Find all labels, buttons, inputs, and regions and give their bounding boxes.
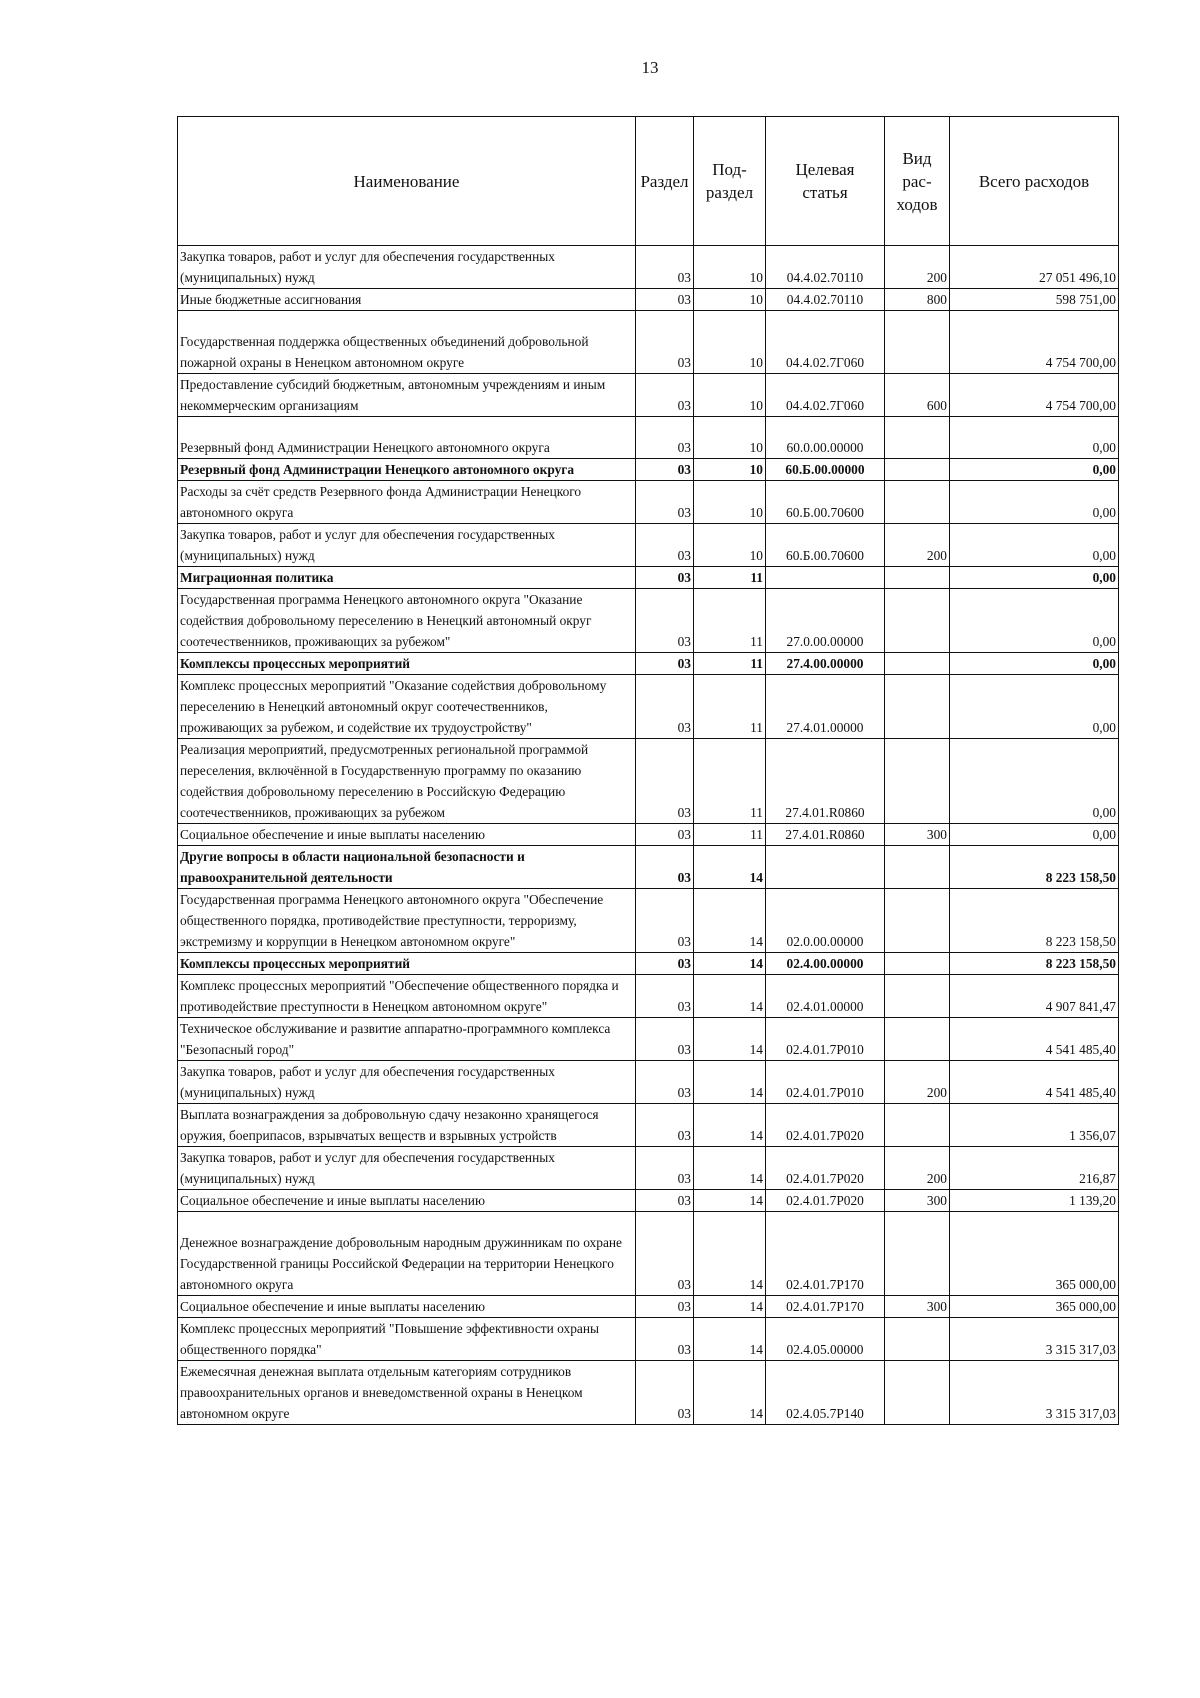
cell-target: 02.4.01.7Р020: [766, 1104, 885, 1147]
cell-section: 03: [636, 459, 694, 481]
cell-target: 02.0.00.00000: [766, 889, 885, 953]
cell-total: 0,00: [950, 675, 1119, 739]
cell-section: 03: [636, 846, 694, 889]
cell-name: Реализация мероприятий, предусмотренных региональной программой переселения, включённой в Государственную программу по оказанию содействия добровольному переселению в Российскую Федерацию соотечественников, проживающих за рубежом: [178, 739, 636, 824]
cell-total: 0,00: [950, 739, 1119, 824]
cell-name: Резервный фонд Администрации Ненецкого автономного округа: [178, 417, 636, 459]
page-number: 13: [641, 58, 659, 77]
header-total: Всего расходов: [950, 117, 1119, 246]
cell-total: 4 541 485,40: [950, 1061, 1119, 1104]
cell-section: 03: [636, 1061, 694, 1104]
cell-name: Ежемесячная денежная выплата отдельным категориям сотрудников правоохранительных органов и вневедомственной охраны в Ненецком автономном округе: [178, 1361, 636, 1425]
cell-target: 02.4.01.7Р020: [766, 1190, 885, 1212]
cell-section: 03: [636, 1147, 694, 1190]
table-row: [178, 589, 1119, 653]
cell-type: 200: [885, 1061, 950, 1104]
cell-target: 60.Б.00.70600: [766, 524, 885, 567]
cell-type: [885, 459, 950, 481]
cell-subsection: 11: [694, 567, 766, 589]
cell-subsection: 14: [694, 1018, 766, 1061]
table-row: [178, 1212, 1119, 1296]
cell-section: 03: [636, 675, 694, 739]
cell-subsection: 14: [694, 953, 766, 975]
cell-type: [885, 1212, 950, 1296]
cell-total: 4 754 700,00: [950, 374, 1119, 417]
cell-subsection: 11: [694, 675, 766, 739]
cell-type: [885, 567, 950, 589]
cell-section: 03: [636, 311, 694, 374]
cell-target: 27.0.00.00000: [766, 589, 885, 653]
cell-section: 03: [636, 1190, 694, 1212]
cell-total: 365 000,00: [950, 1212, 1119, 1296]
cell-name: Комплекс процессных мероприятий "Оказание содействия добровольному переселению в Ненецкий автономный округ соотечественников, проживающих за рубежом, и содействие их трудоустройству": [178, 675, 636, 739]
cell-section: 03: [636, 589, 694, 653]
cell-target: 04.4.02.7Г060: [766, 311, 885, 374]
header-row: [178, 117, 1119, 246]
cell-subsection: 11: [694, 653, 766, 675]
table-row: [178, 311, 1119, 374]
cell-total: 0,00: [950, 459, 1119, 481]
cell-type: 200: [885, 524, 950, 567]
cell-type: 300: [885, 1296, 950, 1318]
table-row: [178, 889, 1119, 953]
cell-name: Комплексы процессных мероприятий: [178, 953, 636, 975]
cell-total: 8 223 158,50: [950, 953, 1119, 975]
cell-type: [885, 975, 950, 1018]
table-row: [178, 824, 1119, 846]
cell-target: 02.4.01.7Р010: [766, 1061, 885, 1104]
table-row: [178, 675, 1119, 739]
cell-target: 27.4.01.R0860: [766, 739, 885, 824]
cell-section: 03: [636, 889, 694, 953]
table-row: [178, 374, 1119, 417]
cell-total: 0,00: [950, 824, 1119, 846]
cell-name: Закупка товаров, работ и услуг для обеспечения государственных (муниципальных) нужд: [178, 1061, 636, 1104]
cell-target: 60.Б.00.70600: [766, 481, 885, 524]
cell-subsection: 10: [694, 311, 766, 374]
cell-target: 60.Б.00.00000: [766, 459, 885, 481]
cell-subsection: 14: [694, 846, 766, 889]
table-row: [178, 289, 1119, 311]
cell-subsection: 14: [694, 975, 766, 1018]
table-row: [178, 524, 1119, 567]
cell-type: 600: [885, 374, 950, 417]
cell-subsection: 14: [694, 1212, 766, 1296]
cell-target: 02.4.05.7Р140: [766, 1361, 885, 1425]
header-section: Раздел: [636, 117, 694, 246]
cell-section: 03: [636, 953, 694, 975]
table-row: [178, 739, 1119, 824]
cell-section: 03: [636, 975, 694, 1018]
cell-section: 03: [636, 374, 694, 417]
cell-name: Комплекс процессных мероприятий "Повышение эффективности охраны общественного порядка": [178, 1318, 636, 1361]
cell-subsection: 14: [694, 1147, 766, 1190]
cell-total: 0,00: [950, 524, 1119, 567]
cell-subsection: 10: [694, 481, 766, 524]
cell-name: Государственная программа Ненецкого автономного округа "Оказание содействия добровольному переселению в Ненецкий автономный округ соотечественников, проживающих за рубежом": [178, 589, 636, 653]
cell-name: Другие вопросы в области национальной безопасности и правоохранительной деятельности: [178, 846, 636, 889]
cell-section: 03: [636, 1296, 694, 1318]
cell-type: [885, 1318, 950, 1361]
cell-total: 1 356,07: [950, 1104, 1119, 1147]
table-row: [178, 1190, 1119, 1212]
cell-name: Техническое обслуживание и развитие аппаратно-программного комплекса "Безопасный город": [178, 1018, 636, 1061]
cell-subsection: 14: [694, 889, 766, 953]
cell-total: 3 315 317,03: [950, 1318, 1119, 1361]
cell-target: 04.4.02.70110: [766, 246, 885, 289]
cell-subsection: 14: [694, 1318, 766, 1361]
cell-total: 0,00: [950, 481, 1119, 524]
header-name: Наименование: [178, 117, 636, 246]
cell-type: [885, 1018, 950, 1061]
table-row: [178, 417, 1119, 459]
cell-name: Миграционная политика: [178, 567, 636, 589]
cell-type: [885, 417, 950, 459]
cell-type: [885, 311, 950, 374]
cell-target: 02.4.01.7Р020: [766, 1147, 885, 1190]
cell-name: Расходы за счёт средств Резервного фонда Администрации Ненецкого автономного округа: [178, 481, 636, 524]
cell-target: [766, 846, 885, 889]
cell-target: 60.0.00.00000: [766, 417, 885, 459]
cell-target: 02.4.05.00000: [766, 1318, 885, 1361]
table-row: [178, 481, 1119, 524]
cell-section: 03: [636, 246, 694, 289]
cell-target: 27.4.01.00000: [766, 675, 885, 739]
cell-type: [885, 589, 950, 653]
table-row: [178, 653, 1119, 675]
cell-name: Резервный фонд Администрации Ненецкого автономного округа: [178, 459, 636, 481]
cell-total: 216,87: [950, 1147, 1119, 1190]
cell-name: Комплексы процессных мероприятий: [178, 653, 636, 675]
cell-section: 03: [636, 524, 694, 567]
cell-type: [885, 1104, 950, 1147]
cell-type: [885, 739, 950, 824]
cell-name: Социальное обеспечение и иные выплаты населению: [178, 824, 636, 846]
cell-type: [885, 1361, 950, 1425]
cell-subsection: 14: [694, 1296, 766, 1318]
table-row: [178, 1296, 1119, 1318]
table-row: [178, 246, 1119, 289]
table-row: [178, 1018, 1119, 1061]
cell-name: Выплата вознаграждения за добровольную сдачу незаконно хранящегося оружия, боеприпасов, взрывчатых веществ и взрывных устройств: [178, 1104, 636, 1147]
cell-section: 03: [636, 481, 694, 524]
cell-target: 27.4.00.00000: [766, 653, 885, 675]
cell-total: 4 754 700,00: [950, 311, 1119, 374]
cell-total: 27 051 496,10: [950, 246, 1119, 289]
cell-section: 03: [636, 289, 694, 311]
cell-subsection: 14: [694, 1104, 766, 1147]
cell-subsection: 10: [694, 246, 766, 289]
cell-section: 03: [636, 824, 694, 846]
cell-section: 03: [636, 567, 694, 589]
cell-name: Денежное вознаграждение добровольным народным дружинникам по охране Государственной границы Российской Федерации на территории Ненецкого автономного округа: [178, 1212, 636, 1296]
cell-subsection: 14: [694, 1061, 766, 1104]
cell-subsection: 11: [694, 589, 766, 653]
cell-subsection: 10: [694, 374, 766, 417]
cell-total: 0,00: [950, 589, 1119, 653]
header-type: Вид рас- ходов: [885, 117, 950, 246]
cell-section: 03: [636, 653, 694, 675]
cell-total: 8 223 158,50: [950, 889, 1119, 953]
table-row: [178, 953, 1119, 975]
cell-section: 03: [636, 1018, 694, 1061]
cell-subsection: 11: [694, 739, 766, 824]
table-row: [178, 1147, 1119, 1190]
table-row: [178, 1104, 1119, 1147]
cell-type: [885, 953, 950, 975]
cell-section: 03: [636, 1104, 694, 1147]
table-row: [178, 1318, 1119, 1361]
cell-total: 4 907 841,47: [950, 975, 1119, 1018]
cell-total: 0,00: [950, 567, 1119, 589]
cell-name: Закупка товаров, работ и услуг для обеспечения государственных (муниципальных) нужд: [178, 524, 636, 567]
cell-type: [885, 481, 950, 524]
cell-name: Предоставление субсидий бюджетным, автономным учреждениям и иным некоммерческим организациям: [178, 374, 636, 417]
table-row: [178, 567, 1119, 589]
header-target: Целевая статья: [766, 117, 885, 246]
table-row: [178, 1361, 1119, 1425]
cell-subsection: 11: [694, 824, 766, 846]
table-row: [178, 1061, 1119, 1104]
cell-type: 200: [885, 246, 950, 289]
cell-name: Государственная программа Ненецкого автономного округа "Обеспечение общественного порядка, противодействие преступности, терроризму, экстремизму и коррупции в Ненецком автономном округе": [178, 889, 636, 953]
cell-type: 200: [885, 1147, 950, 1190]
table-row: [178, 975, 1119, 1018]
cell-type: 300: [885, 824, 950, 846]
cell-target: 02.4.01.00000: [766, 975, 885, 1018]
budget-table: [177, 116, 1119, 1425]
cell-total: 0,00: [950, 653, 1119, 675]
cell-type: [885, 889, 950, 953]
cell-section: 03: [636, 739, 694, 824]
cell-type: 800: [885, 289, 950, 311]
cell-subsection: 14: [694, 1190, 766, 1212]
cell-total: 8 223 158,50: [950, 846, 1119, 889]
cell-total: 1 139,20: [950, 1190, 1119, 1212]
cell-target: [766, 567, 885, 589]
table-body: [178, 246, 1119, 1425]
cell-target: 02.4.01.7Р170: [766, 1296, 885, 1318]
cell-total: 598 751,00: [950, 289, 1119, 311]
header-subsection: Под- раздел: [694, 117, 766, 246]
cell-type: 300: [885, 1190, 950, 1212]
cell-name: Иные бюджетные ассигнования: [178, 289, 636, 311]
cell-type: [885, 846, 950, 889]
cell-name: Комплекс процессных мероприятий "Обеспечение общественного порядка и противодействие преступности в Ненецком автономном округе": [178, 975, 636, 1018]
cell-total: 365 000,00: [950, 1296, 1119, 1318]
cell-name: Государственная поддержка общественных объединений добровольной пожарной охраны в Ненецком автономном округе: [178, 311, 636, 374]
cell-name: Закупка товаров, работ и услуг для обеспечения государственных (муниципальных) нужд: [178, 1147, 636, 1190]
cell-target: 04.4.02.70110: [766, 289, 885, 311]
cell-total: 3 315 317,03: [950, 1361, 1119, 1425]
cell-subsection: 10: [694, 289, 766, 311]
table-row: [178, 459, 1119, 481]
cell-target: 02.4.00.00000: [766, 953, 885, 975]
cell-target: 02.4.01.7Р010: [766, 1018, 885, 1061]
cell-subsection: 10: [694, 524, 766, 567]
cell-target: 02.4.01.7Р170: [766, 1212, 885, 1296]
cell-total: 0,00: [950, 417, 1119, 459]
cell-name: Социальное обеспечение и иные выплаты населению: [178, 1190, 636, 1212]
cell-section: 03: [636, 1361, 694, 1425]
table-row: [178, 846, 1119, 889]
cell-section: 03: [636, 1318, 694, 1361]
cell-name: Социальное обеспечение и иные выплаты населению: [178, 1296, 636, 1318]
cell-total: 4 541 485,40: [950, 1018, 1119, 1061]
cell-subsection: 14: [694, 1361, 766, 1425]
cell-type: [885, 653, 950, 675]
cell-target: 27.4.01.R0860: [766, 824, 885, 846]
cell-section: 03: [636, 1212, 694, 1296]
cell-subsection: 10: [694, 459, 766, 481]
cell-subsection: 10: [694, 417, 766, 459]
cell-target: 04.4.02.7Г060: [766, 374, 885, 417]
cell-type: [885, 675, 950, 739]
cell-section: 03: [636, 417, 694, 459]
cell-name: Закупка товаров, работ и услуг для обеспечения государственных (муниципальных) нужд: [178, 246, 636, 289]
